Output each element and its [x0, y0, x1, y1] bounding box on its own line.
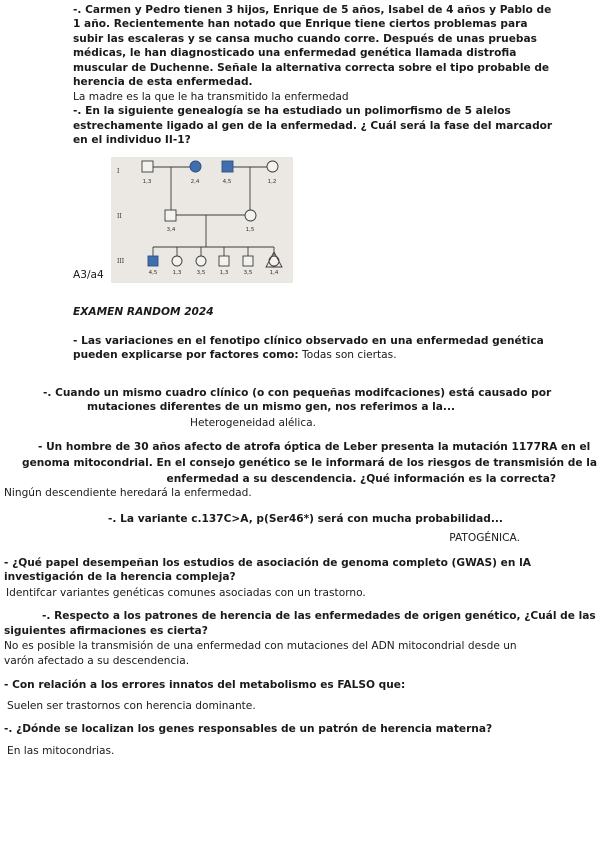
q6-answer: PATOGÉNICA. [449, 532, 520, 544]
individual-iii-5-male [243, 256, 253, 266]
q10-answer: En las mitocondrias. [7, 745, 115, 757]
q7-answer: Identifcar variantes genéticas comunes asociadas con un trastorno. [6, 587, 366, 599]
genotype-i-2: 2,4 [190, 179, 200, 185]
individual-i-3-male-affected [222, 161, 233, 172]
genotype-iii-2: 1,3 [172, 270, 182, 276]
q1-line-5: muscular de Duchenne. Señale la alternativa correcta sobre el tipo probable de [73, 62, 550, 74]
q3-line-2-wrap [73, 348, 397, 362]
gen-label-3: III [117, 258, 125, 265]
individual-iii-4-male [219, 256, 229, 266]
q1-line-4: médicas, le han diagnosticado una enfermedad genética llamada distrofia [73, 47, 517, 59]
individual-iii-3-female [196, 256, 206, 266]
q2-answer: A3/a4 [73, 269, 104, 281]
individual-i-1-male [142, 161, 153, 172]
q3-line-1: - Las variaciones en el fenotipo clínico observado en una enfermedad genética [73, 335, 544, 347]
genotype-i-4: 1,2 [267, 179, 277, 185]
q1-line-2: 1 año. Recientemente han notado que Enrique tiene ciertos problemas para [73, 18, 528, 30]
individual-iii-2-female [172, 256, 182, 266]
q7-line-2: investigación de la herencia compleja? [4, 571, 236, 583]
pedigree-figure [111, 157, 293, 283]
q8-answer-line-1: No es posible la transmisión de una enfermedad con mutaciones del ADN mitocondrial desde un [4, 640, 517, 652]
q9-answer: Suelen ser trastornos con herencia dominante. [7, 700, 256, 712]
q7-line-1: - ¿Qué papel desempeñan los estudios de asociación de genoma completo (GWAS) en lA [4, 557, 531, 569]
q1-line-6: herencia de esta enfermedad. [73, 76, 253, 88]
individual-iii-1-male-affected [148, 256, 158, 266]
individual-i-4-female [267, 161, 278, 172]
genotype-iii-1: 4,5 [148, 270, 158, 276]
genotype-iii-5: 3,5 [243, 270, 253, 276]
pedigree-diagram [111, 157, 293, 283]
genotype-ii-2: 1,5 [245, 227, 255, 233]
genotype-iii-3: 3,5 [196, 270, 206, 276]
gen-label-1: I [117, 168, 120, 175]
q8-line-2: siguientes afirmaciones es cierta? [4, 625, 208, 637]
individual-iii-6-female [269, 256, 279, 266]
q3-answer: Todas son ciertas. [302, 349, 397, 361]
q6-question: -. La variante c.137C>A, p(Ser46*) será con mucha probabilidad... [108, 513, 503, 525]
q9-question: - Con relación a los errores innatos del metabolismo es FALSO que: [4, 679, 406, 691]
q5-line-2: genoma mitocondrial. En el consejo genético se le informará de los riesgos de transmisión de la [22, 457, 597, 469]
gen-label-2: II [117, 213, 122, 220]
q2-line-2: estrechamente ligado al gen de la enfermedad. ¿ Cuál será la fase del marcador [73, 120, 553, 132]
exam-title: EXAMEN RANDOM 2024 [73, 306, 214, 318]
q2-line-3: en el individuo II-1? [73, 134, 191, 146]
q4-answer: Heterogeneidad alélica. [190, 417, 317, 429]
q5-answer: Ningún descendiente heredará la enfermedad. [4, 487, 252, 499]
q2-line-1: -. En la siguiente genealogía se ha estudiado un polimorfismo de 5 alelos [73, 105, 511, 117]
q10-question: -. ¿Dónde se localizan los genes responsables de un patrón de herencia materna? [4, 723, 493, 735]
genotype-ii-1: 3,4 [166, 227, 176, 233]
genotype-i-3: 4,5 [222, 179, 232, 185]
q8-answer-line-2: varón afectado a su descendencia. [4, 655, 190, 667]
genotype-iii-6: 1,4 [269, 270, 279, 276]
individual-i-2-female-affected [190, 161, 201, 172]
individual-ii-2-female [245, 210, 256, 221]
q8-line-1: -. Respecto a los patrones de herencia de las enfermedades de origen genético, ¿Cuál de las [42, 610, 596, 622]
q4-line-1: -. Cuando un mismo cuadro clínico (o con pequeñas modifcaciones) está causado por [43, 387, 552, 399]
q4-line-2: mutaciones diferentes de un mismo gen, nos referimos a la... [87, 401, 456, 413]
q1-line-1: -. Carmen y Pedro tienen 3 hijos, Enrique de 5 años, Isabel de 4 años y Pablo de [73, 4, 552, 16]
q3-line-2: pueden explicarse por factores como: [73, 349, 299, 361]
q5-line-3: enfermedad a su descendencia. ¿Qué información es la correcta? [166, 473, 556, 485]
individual-ii-1-male [165, 210, 176, 221]
q1-line-3: subir las escaleras y se cansa mucho cuando corre. Después de unas pruebas [73, 33, 537, 45]
genotype-iii-4: 1,3 [219, 270, 229, 276]
genotype-i-1: 1,3 [142, 179, 152, 185]
q1-answer: La madre es la que le ha transmitido la enfermedad [73, 91, 349, 103]
q5-line-1: - Un hombre de 30 años afecto de atrofa óptica de Leber presenta la mutación 1177RA en el [38, 441, 591, 453]
